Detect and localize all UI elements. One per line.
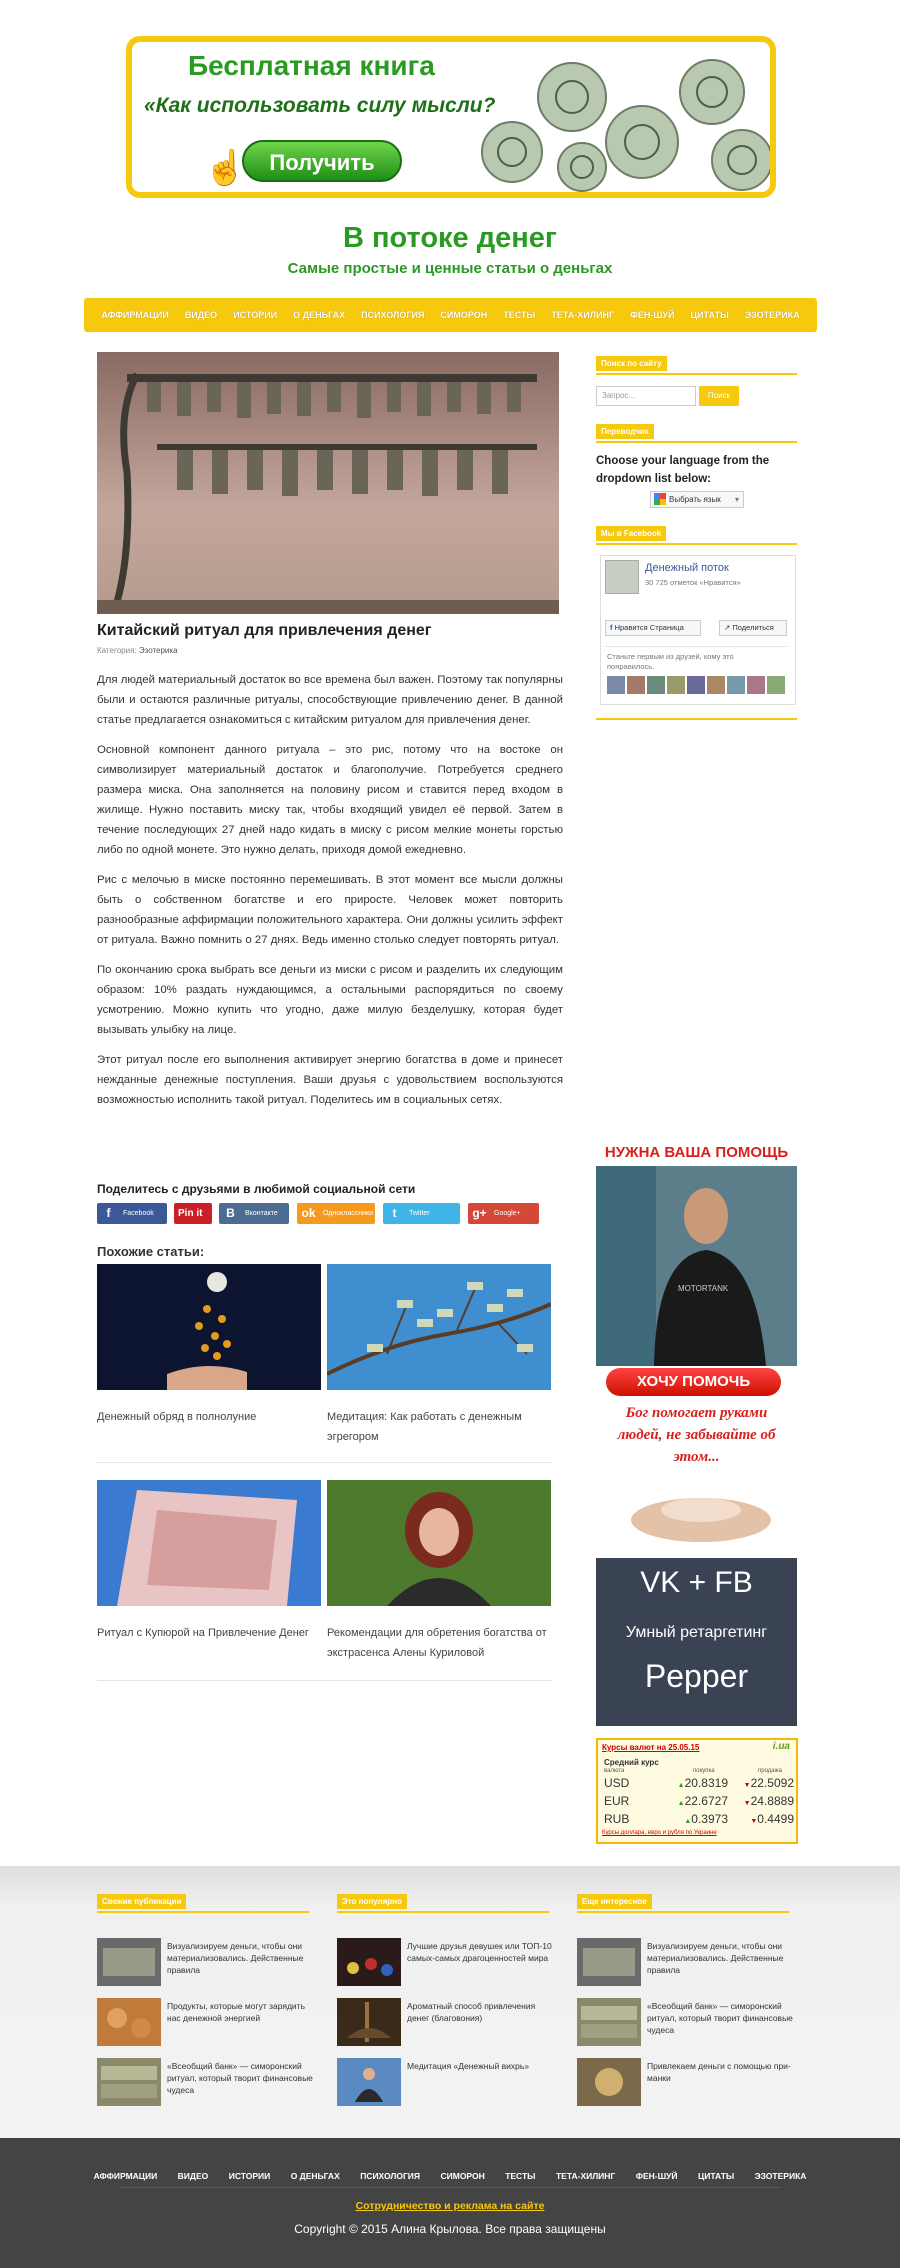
share-buttons <box>97 1203 567 1225</box>
related-image-woman <box>327 1480 551 1606</box>
footer-title-fresh: Свежие публикации <box>97 1894 186 1909</box>
divider <box>596 543 797 545</box>
main-nav <box>84 298 817 332</box>
avatar <box>707 676 725 694</box>
related-item-title[interactable]: Медитация: Как работать с денежным эгрегором <box>327 1411 522 1443</box>
divider <box>596 718 797 720</box>
facebook-icon: f <box>106 1206 111 1220</box>
footer-nav-feng-shui[interactable]: ФЕН-ШУЙ <box>635 2171 678 2181</box>
help-ad-text: Бог помогает руками людей, не забывайте об этом... <box>617 1405 776 1465</box>
arrow-down-icon: ▼ <box>750 1818 758 1825</box>
footer-nav-esoterics[interactable]: ЭЗОТЕРИКА <box>754 2171 807 2181</box>
pointer-hand-icon: ☝ <box>204 149 247 187</box>
footer-nav-tests[interactable]: ТЕСТЫ <box>505 2171 536 2181</box>
widget-title-search: Поиск по сайту <box>596 356 667 371</box>
arrow-up-icon: ▲ <box>677 1800 685 1807</box>
fb-likes-count: 30 725 отметок «Нравится» <box>645 578 741 587</box>
fb-page-name[interactable]: Денежный поток <box>645 562 729 574</box>
translate-text: Choose your language from the dropdown list below: <box>596 455 770 485</box>
footer-post[interactable] <box>337 2058 557 2106</box>
footer-nav-money[interactable]: О ДЕНЬГАХ <box>290 2171 340 2181</box>
vk-ad-line2: Умный ретаргетинг <box>625 1624 768 1641</box>
category-label: Категория: <box>97 646 137 655</box>
related-item[interactable] <box>327 1264 551 1447</box>
facebook-icon: f <box>610 623 615 632</box>
arrow-up-icon: ▲ <box>684 1818 692 1825</box>
divider <box>577 1911 789 1913</box>
share-twitter-button[interactable]: t Twitter <box>383 1203 460 1224</box>
footer-post-title[interactable]: «Всеобщий банк» — симоронский ритуал, который творит финансовые чудеса <box>647 2001 793 2035</box>
fb-friends-avatars <box>607 676 789 696</box>
footer-title-popular: Это популярно <box>337 1894 407 1909</box>
article-image <box>97 352 559 614</box>
footer-nav-psychology[interactable]: ПСИХОЛОГИЯ <box>360 2171 421 2181</box>
post-thumbnail <box>337 1998 401 2046</box>
category-link[interactable]: Эзотерика <box>138 646 178 655</box>
avatar <box>607 676 625 694</box>
footer-post-title[interactable]: «Всеобщий банк» — симоронский ритуал, который творит финансовые чудеса <box>167 2061 313 2095</box>
related-image-money-tree <box>327 1264 551 1390</box>
related-image-moon <box>97 1264 321 1390</box>
pinterest-label: Pin it <box>178 1208 203 1219</box>
google-plus-icon: g+ <box>472 1206 487 1220</box>
divider <box>337 1911 549 1913</box>
related-item[interactable] <box>97 1480 321 1643</box>
banner-get-button[interactable]: Получить <box>242 140 402 182</box>
copyright: Copyright © 2015 Алина Крылова. Все права защищены <box>294 2222 606 2236</box>
banner-title: Бесплатная книга <box>188 50 435 81</box>
related-image-banknote <box>97 1480 321 1606</box>
nav-item-esoterics[interactable]: ЭЗОТЕРИКА <box>744 310 800 320</box>
footer-nav-simoron[interactable]: СИМОРОН <box>440 2171 485 2181</box>
widget-title-translate: Переводчик <box>596 424 654 439</box>
vk-ad-line3: Pepper <box>644 1658 749 1694</box>
footer-post[interactable] <box>337 1938 557 1986</box>
google-icon <box>654 493 666 505</box>
post-thumbnail <box>577 1938 641 1986</box>
post-thumbnail <box>337 1938 401 1986</box>
rate-usd-sell: ▼22.5092 <box>743 1776 794 1790</box>
vk-ad-line1: VK + FB <box>640 1566 753 1599</box>
money-roses-image <box>472 42 776 192</box>
hands-image <box>626 1470 776 1546</box>
rates-col-buy: покупка <box>693 1768 715 1774</box>
nav-item-affirmations[interactable]: АФФИРМАЦИИ <box>101 310 169 320</box>
rate-rub-sell: ▼0.4499 <box>750 1812 794 1826</box>
language-select-value: Выбрать язык <box>669 495 721 504</box>
odnoklassniki-icon: ok <box>301 1206 316 1220</box>
nav-item-tests[interactable]: ТЕСТЫ <box>503 310 536 320</box>
related-title: Похожие статьи: <box>97 1244 205 1259</box>
nav-item-psychology[interactable]: ПСИХОЛОГИЯ <box>361 310 425 320</box>
nav-item-quotes[interactable]: ЦИТАТЫ <box>690 310 729 320</box>
footer-post[interactable] <box>97 1998 317 2046</box>
share-icon: ↗ <box>724 623 733 632</box>
footer-post-title[interactable]: Лучшие друзья девушек или ТОП-10 самых-самых драгоценностей мира <box>407 1941 552 1963</box>
footer-title-interesting: Еще интересное <box>577 1894 652 1909</box>
currency-rates-widget <box>596 1738 798 1844</box>
avatar <box>747 676 765 694</box>
footer-nav-stories[interactable]: ИСТОРИИ <box>228 2171 271 2181</box>
arrow-down-icon: ▼ <box>743 1800 751 1807</box>
avatar <box>767 676 785 694</box>
article-paragraph: Рис с мелочью в миске постоянно перемешивать. В этот момент все мысли должны быть о собственном богатстве и его приросте. Человек может повторить разнообразные аффирмации положительного характера. Они должны усилить эффект от ритуала. Важно помнить о 27 днях. Ведь именно столько следует повторять ритуал. <box>97 874 563 946</box>
site-title[interactable]: В потоке денег <box>342 222 557 254</box>
nav-item-simoron[interactable]: СИМОРОН <box>440 310 488 320</box>
related-item[interactable] <box>97 1264 321 1427</box>
arrow-up-icon: ▲ <box>677 1782 685 1789</box>
chevron-down-icon: ▾ <box>734 495 739 504</box>
arrow-down-icon: ▼ <box>743 1782 751 1789</box>
rate-usd-buy: ▲20.8319 <box>677 1776 728 1790</box>
rate-eur-currency: EUR <box>604 1794 630 1808</box>
avatar <box>687 676 705 694</box>
rate-usd-currency: USD <box>604 1776 630 1790</box>
avatar <box>627 676 645 694</box>
language-select[interactable] <box>650 491 744 508</box>
divider <box>605 646 787 647</box>
cooperation-link[interactable]: Сотрудничество и реклама на сайте <box>355 2200 545 2212</box>
nav-item-feng-shui[interactable]: ФЕН-ШУЙ <box>630 310 675 320</box>
avatar <box>727 676 745 694</box>
avatar <box>667 676 685 694</box>
site-subtitle: Самые простые и ценные статьи о деньгах <box>287 260 613 277</box>
nav-item-money[interactable]: О ДЕНЬГАХ <box>293 310 346 320</box>
divider <box>97 1911 309 1913</box>
post-thumbnail <box>577 2058 641 2106</box>
nav-item-theta-healing[interactable]: ТЕТА-ХИЛИНГ <box>551 310 615 320</box>
related-item[interactable] <box>327 1480 551 1663</box>
rates-subtitle: Средний курс <box>604 1758 659 1767</box>
help-ad-shirt-text: MOTORTANK <box>678 1284 729 1293</box>
share-title: Поделитесь с друзьями в любимой социальной сети <box>97 1182 416 1196</box>
post-thumbnail <box>337 2058 401 2106</box>
footer-post-title[interactable]: Продукты, которые могут зарядить нас денежной энергией <box>167 2001 305 2023</box>
footer-post-title[interactable]: Привлекаем деньги с помощью при-манки <box>647 2061 791 2083</box>
fb-like-page-button[interactable]: f Нравится Страница <box>605 620 701 636</box>
footer-nav-quotes[interactable]: ЦИТАТЫ <box>698 2171 735 2181</box>
facebook-widget <box>600 555 796 705</box>
retargeting-ad[interactable] <box>596 1558 797 1726</box>
banner-subtitle: «Как использовать силу мысли? <box>144 94 496 117</box>
search-input[interactable]: Запрос... <box>596 386 696 406</box>
footer-post[interactable] <box>577 1938 797 1986</box>
footer-nav <box>0 2166 900 2184</box>
related-item-title[interactable]: Ритуал с Купюрой на Привлечение Денег <box>97 1627 309 1639</box>
share-vk-button[interactable]: B Вконтакте <box>219 1203 289 1224</box>
rates-col-currency: валюта <box>604 1768 625 1774</box>
vk-icon: B <box>226 1206 235 1220</box>
divider <box>97 1680 552 1681</box>
footer-post[interactable] <box>337 1998 557 2046</box>
post-thumbnail <box>577 1998 641 2046</box>
article-paragraph: По окончанию срока выбрать все деньги из миски с рисом и разделить их следующим образом: 10% раздать нуждающимся, а остальными распорядиться по своему усмотрению. Можно купить что угодно, даже милую безделушку, которая будет вызывать улыбку на лице. <box>97 964 563 1036</box>
nav-item-stories[interactable]: ИСТОРИИ <box>233 310 278 320</box>
footer-post-title[interactable]: Медитация «Денежный вихрь» <box>407 2061 530 2071</box>
share-google-button[interactable]: g+ Google+ <box>468 1203 539 1224</box>
related-item-title[interactable]: Денежный обряд в полнолуние <box>97 1411 257 1423</box>
rates-footer-link[interactable]: Курсы доллара, евро и рубля по Украине <box>602 1830 717 1836</box>
footer-nav-video[interactable]: ВИДЕО <box>177 2171 209 2181</box>
share-facebook-button[interactable]: f Facebook <box>97 1203 167 1224</box>
footer-post-title[interactable]: Визуализируем деньги, чтобы они материализовались. Действенные правила <box>167 1941 304 1975</box>
help-ad[interactable] <box>596 1140 797 1546</box>
article-paragraph: Этот ритуал после его выполнения активирует энергию богатства в доме и принесет нежданные денежные поступления. Ваши друзья с удовольствием воспользуются возможностью исполнить такой ритуал. Поделитесь им в социальных сетях. <box>97 1054 563 1106</box>
footer-post[interactable] <box>577 2058 797 2106</box>
rates-col-sell: продажа <box>758 1768 782 1774</box>
fb-page-avatar <box>605 560 639 594</box>
nav-item-video[interactable]: ВИДЕО <box>184 310 218 320</box>
article-paragraph: Основной компонент данного ритуала – это рис, потому что на востоке он символизирует материальный достаток и благополучие. Потребуется среднего размера миска. Она заполняется на половину рисом и ставится перед входом в жилище. Нужно поставить миску так, чтобы входящий увидел её первой. Затем в течение последующих 27 дней надо кидать в миску с рисом мелкие монеты горстью либо по одной монете. Это нужно делать, приходя домой ежедневно. <box>97 744 563 856</box>
avatar <box>647 676 665 694</box>
footer-post-title[interactable]: Визуализируем деньги, чтобы они материализовались. Действенные правила <box>647 1941 784 1975</box>
rate-eur-buy: ▲22.6727 <box>677 1794 728 1808</box>
help-button[interactable]: ХОЧУ ПОМОЧЬ <box>606 1368 781 1396</box>
post-thumbnail <box>97 1938 161 1986</box>
share-pinterest-button[interactable] <box>174 1203 212 1224</box>
twitter-icon: t <box>392 1206 397 1220</box>
article-body <box>97 670 563 1120</box>
related-item-title[interactable]: Рекомендации для обретения богатства от экстрасенса Алены Куриловой <box>327 1627 547 1659</box>
footer-post[interactable] <box>97 1938 317 1986</box>
rate-rub-currency: RUB <box>604 1812 630 1826</box>
post-thumbnail <box>97 1998 161 2046</box>
divider <box>596 373 797 375</box>
article-paragraph: Для людей материальный достаток во все времена был важен. Поэтому так популярны были и остаются различные ритуалы, способствующие привлечению денег. В данной статье предлагается ознакомиться с китайским ритуалом для привлечения денег. <box>97 674 563 726</box>
rate-eur-sell: ▼24.8889 <box>743 1794 794 1808</box>
search-button[interactable]: Поиск <box>699 386 739 406</box>
divider <box>97 1462 552 1463</box>
article-title: Китайский ритуал для привлечения денег <box>97 622 432 639</box>
fb-friends-text: Станьте первым из друзей, кому это понравилось. <box>607 652 734 671</box>
divider <box>120 2187 780 2188</box>
help-ad-title: НУЖНА ВАША ПОМОЩЬ <box>604 1144 789 1161</box>
rates-title[interactable]: Курсы валют на 25.05.15 <box>602 1743 700 1752</box>
footer-nav-affirmations[interactable]: АФФИРМАЦИИ <box>93 2171 158 2181</box>
footer-post[interactable] <box>577 1998 797 2046</box>
footer-nav-theta-healing[interactable]: ТЕТА-ХИЛИНГ <box>555 2171 616 2181</box>
share-odnoklassniki-button[interactable]: ok Одноклассники <box>297 1203 375 1224</box>
divider <box>596 441 797 443</box>
top-banner-ad[interactable] <box>126 36 776 198</box>
widget-title-facebook: Мы в Facebook <box>596 526 666 541</box>
rate-rub-buy: ▲0.3973 <box>684 1812 728 1826</box>
help-ad-photo <box>596 1166 797 1366</box>
rates-brand[interactable]: i.ua <box>772 1741 790 1752</box>
footer-post[interactable] <box>97 2058 317 2106</box>
fb-share-button[interactable]: ↗ Поделиться <box>719 620 787 636</box>
article-meta <box>97 646 178 655</box>
footer-post-title[interactable]: Ароматный способ привлечения денег (благовония) <box>407 2001 536 2023</box>
post-thumbnail <box>97 2058 161 2106</box>
